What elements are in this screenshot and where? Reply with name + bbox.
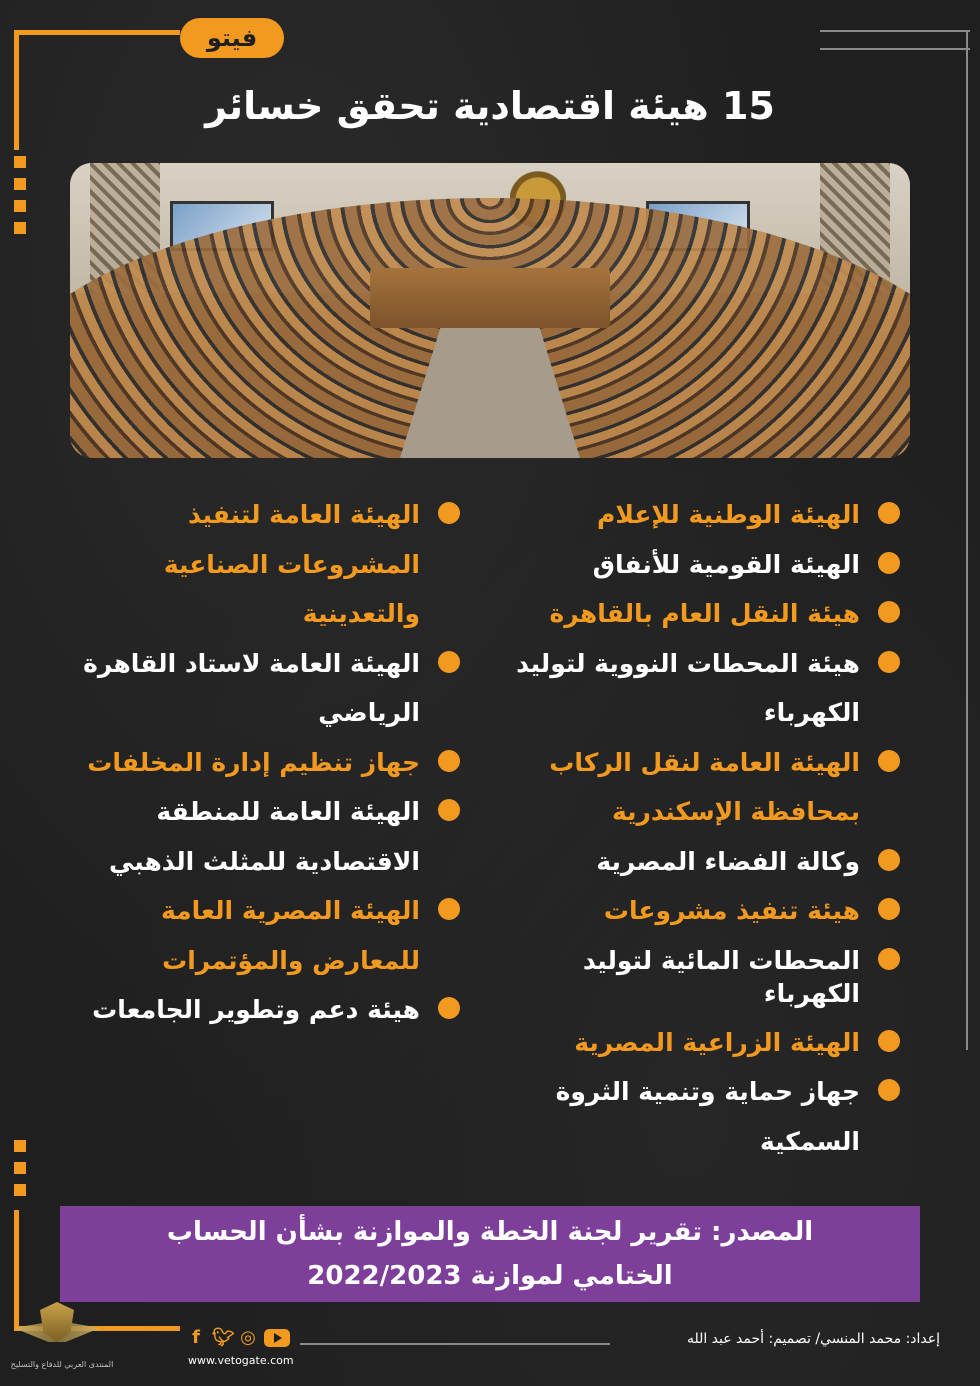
frame-top-line	[14, 30, 180, 35]
list-item	[80, 738, 460, 788]
list-item-text: هيئة النقل العام بالقاهرة	[549, 599, 860, 628]
list-item-text: الهيئة المصرية العامة للمعارض والمؤتمرات	[161, 896, 420, 975]
list-item	[510, 540, 900, 590]
credits: إعداد: محمد المنسي/ تصميم: أحمد عبد الله	[686, 1331, 940, 1347]
list-item-text: وكالة الفضاء المصرية	[596, 846, 860, 876]
list-item	[80, 490, 460, 639]
bullet-icon	[438, 502, 460, 524]
brand-logo	[180, 18, 284, 58]
badge-caption: المنتدى العربي للدفاع والتسليح	[10, 1360, 114, 1369]
list-item-text: الهيئة الوطنية للإعلام	[597, 500, 860, 529]
list-item-text: الهيئة العامة لتنفيذ المشروعات الصناعية والتعدينية	[163, 500, 420, 628]
left-column-list	[80, 490, 460, 1035]
bullet-icon	[438, 997, 460, 1019]
list-item-text: الهيئة الزراعية المصرية	[574, 1027, 860, 1057]
bullet-icon	[438, 651, 460, 673]
bullet-icon	[878, 601, 900, 623]
photo-dais	[370, 268, 610, 328]
list-item	[510, 639, 900, 738]
list-item	[80, 639, 460, 738]
source-line-1: المصدر: تقرير لجنة الخطة والموازنة بشأن الحساب	[166, 1217, 814, 1247]
list-item	[80, 886, 460, 985]
frame-dash	[14, 178, 26, 190]
frame-right-vertical-line	[966, 30, 968, 1050]
list-item	[510, 490, 900, 540]
right-column-list	[510, 490, 900, 1166]
bullet-icon	[878, 651, 900, 673]
bullet-icon	[438, 799, 460, 821]
list-item-text: هيئة المحطات النووية لتوليد الكهرباء	[516, 648, 860, 727]
list-item-text: المحطات المائية لتوليد الكهرباء	[582, 945, 860, 1008]
list-item	[510, 738, 900, 837]
parliament-hall-photo	[70, 163, 910, 458]
bullet-icon	[438, 750, 460, 772]
website-url[interactable]: www.vetogate.com	[188, 1354, 294, 1367]
social-icons	[186, 1328, 290, 1348]
frame-dash	[14, 222, 26, 234]
frame-bottom-right-line	[300, 1343, 610, 1345]
bullet-icon	[878, 552, 900, 574]
bullet-icon	[878, 502, 900, 524]
facebook-icon[interactable]: f	[192, 1327, 200, 1348]
frame-dash	[14, 200, 26, 212]
youtube-icon[interactable]	[264, 1329, 290, 1347]
list-item-text: جهاز حماية وتنمية الثروة السمكية	[555, 1077, 860, 1156]
list-item	[510, 1018, 900, 1068]
list-item	[510, 837, 900, 887]
bullet-icon	[878, 898, 900, 920]
frame-right-top-line	[820, 30, 970, 32]
corner-badge	[6, 1298, 114, 1378]
frame-dash	[14, 1140, 26, 1152]
bullet-icon	[878, 750, 900, 772]
list-item	[510, 1067, 900, 1166]
bullet-icon	[878, 1079, 900, 1101]
frame-dash	[14, 1184, 26, 1196]
instagram-icon[interactable]: ◎	[240, 1327, 256, 1348]
bullet-icon	[878, 849, 900, 871]
list-item	[510, 589, 900, 639]
source-box	[60, 1206, 920, 1302]
page-title: 15 هيئة اقتصادية تحقق خسائر	[205, 84, 775, 128]
frame-dash	[14, 156, 26, 168]
source-line-2: الختامي لموازنة 2022/2023	[307, 1261, 673, 1291]
list-item-text: الهيئة العامة للمنطقة الاقتصادية للمثلث الذهبي	[108, 797, 420, 876]
twitter-icon[interactable]: 🐦︎	[212, 1327, 235, 1348]
list-item	[80, 985, 460, 1035]
list-item-text: الهيئة العامة لاستاد القاهرة الرياضي	[83, 648, 420, 727]
list-item	[80, 787, 460, 886]
list-item-text: الهيئة العامة لنقل الركاب بمحافظة الإسكندرية	[549, 747, 860, 826]
bullet-icon	[878, 1030, 900, 1052]
list-item-text: جهاز تنظيم إدارة المخلفات	[87, 747, 420, 777]
list-item	[510, 886, 900, 936]
list-item-text: هيئة تنفيذ مشروعات	[603, 896, 860, 925]
bullet-icon	[438, 898, 460, 920]
brand-logo-text: فيتو	[206, 24, 258, 52]
list-item-text: الهيئة القومية للأنفاق	[592, 549, 860, 579]
frame-right-top-line	[820, 48, 970, 50]
frame-dash	[14, 1162, 26, 1174]
bullet-icon	[878, 948, 900, 970]
list-item-text: هيئة دعم وتطوير الجامعات	[92, 995, 420, 1024]
list-item	[510, 936, 900, 1018]
